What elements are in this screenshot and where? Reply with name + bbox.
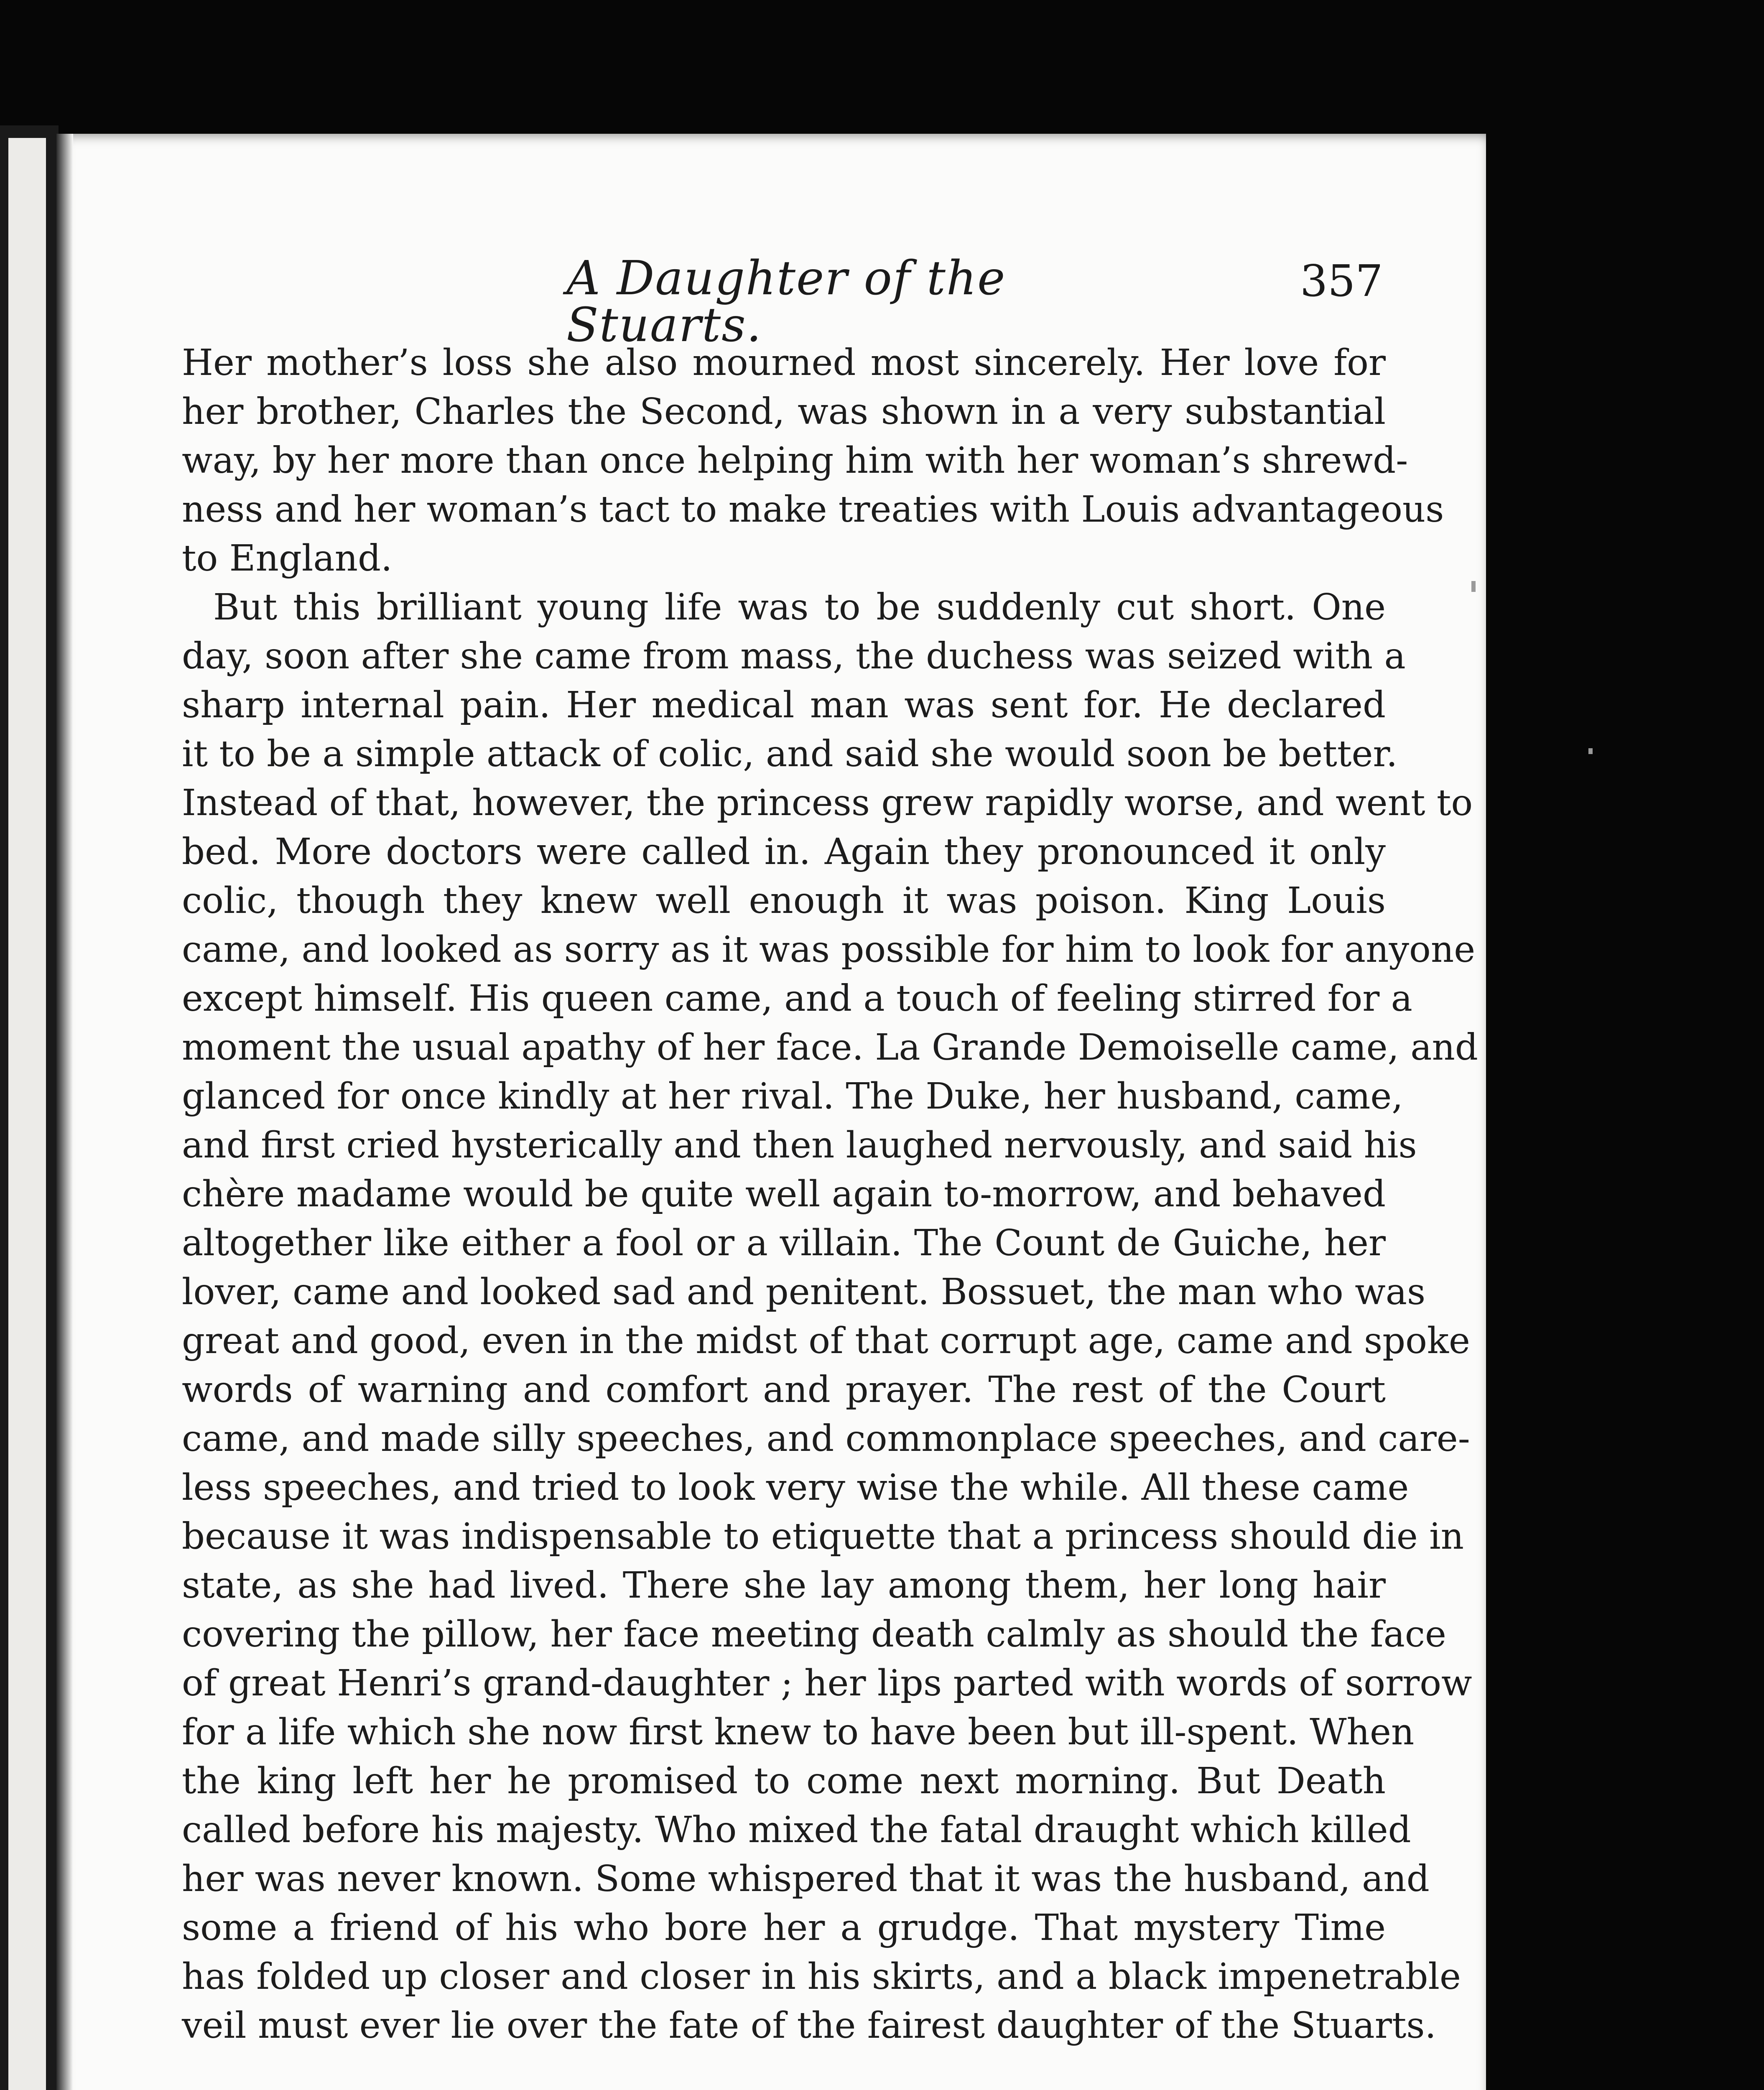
text-line: colic, though they knew well enough it was poison. King Louis [182, 880, 1386, 922]
text-line: lover, came and looked sad and penitent. Bossuet, the man who was [182, 1271, 1426, 1313]
text-line: called before his majesty. Who mixed the fatal draught which killed [182, 1809, 1411, 1851]
paragraph-end-line: veil must ever lie over the fate of the fairest daughter of the Stuarts. [182, 2005, 1436, 2047]
text-line: covering the pillow, her face meeting death calmly as should the face [182, 1613, 1446, 1655]
page-gutter-shadow [56, 134, 73, 2090]
text-line: sharp internal pain. Her medical man was sent for. He declared [182, 684, 1386, 726]
text-line: and first cried hysterically and then laughed nervously, and said his [182, 1124, 1417, 1166]
scan-speck [1471, 581, 1476, 592]
text-line: came, and made silly speeches, and commonplace speeches, and care- [182, 1418, 1470, 1460]
text-line: Instead of that, however, the princess grew rapidly worse, and went to [182, 782, 1473, 824]
book-page [56, 134, 1486, 2090]
text-line: for a life which she now first knew to have been but ill-spent. When [182, 1711, 1415, 1753]
text-line: came, and looked as sorry as it was possible for him to look for anyone [182, 929, 1476, 971]
text-line: of great Henri’s grand-daughter ; her lips parted with words of sorrow [182, 1662, 1472, 1704]
scan-speck [1588, 748, 1593, 754]
running-title: A Daughter of the Stuarts. [566, 251, 1006, 352]
text-line: it to be a simple attack of colic, and said she would soon be better. [182, 733, 1398, 775]
text-line: glanced for once kindly at her rival. The Duke, her husband, came, [182, 1076, 1403, 1117]
text-line: some a friend of his who bore her a grudge. That mystery Time [182, 1907, 1386, 1949]
text-line: great and good, even in the midst of that corrupt age, came and spoke [182, 1320, 1470, 1362]
text-line: has folded up closer and closer in his skirts, and a black impenetrable [182, 1956, 1461, 1998]
text-line: words of warning and comfort and prayer. The rest of the Court [182, 1369, 1386, 1411]
text-line: less speeches, and tried to look very wise the while. All these came [182, 1467, 1409, 1509]
paragraph-start-line: But this brilliant young life was to be suddenly cut short. One [213, 586, 1386, 628]
text-line: her was never known. Some whispered that it was the husband, and [182, 1858, 1430, 1900]
text-line: day, soon after she came from mass, the duchess was seized with a [182, 635, 1406, 677]
text-line: ness and her woman’s tact to make treaties with Louis advantageous [182, 489, 1444, 530]
text-line: altogether like either a fool or a villain. The Count de Guiche, her [182, 1222, 1386, 1264]
text-line: state, as she had lived. There she lay among them, her long hair [182, 1565, 1386, 1606]
text-line: Her mother’s loss she also mourned most sincerely. Her love for [182, 342, 1386, 384]
text-line: her brother, Charles the Second, was shown in a very substantial [182, 391, 1386, 433]
page-number: 357 [1300, 255, 1383, 306]
text-line: bed. More doctors were called in. Again they pronounced it only [182, 831, 1386, 873]
paragraph-end-line: to England. [182, 538, 393, 579]
text-line: because it was indispensable to etiquette that a princess should die in [182, 1516, 1464, 1557]
text-line: way, by her more than once helping him with her woman’s shrewd- [182, 440, 1408, 482]
body-text [182, 339, 1478, 2050]
text-line: chère madame would be quite well again to-morrow, and behaved [182, 1173, 1386, 1215]
text-line: except himself. His queen came, and a touch of feeling stirred for a [182, 978, 1412, 1020]
previous-page-strip [8, 138, 46, 2090]
text-line: the king left her he promised to come next morning. But Death [182, 1760, 1386, 1802]
text-line: moment the usual apathy of her face. La Grande Demoiselle came, and [182, 1027, 1478, 1068]
